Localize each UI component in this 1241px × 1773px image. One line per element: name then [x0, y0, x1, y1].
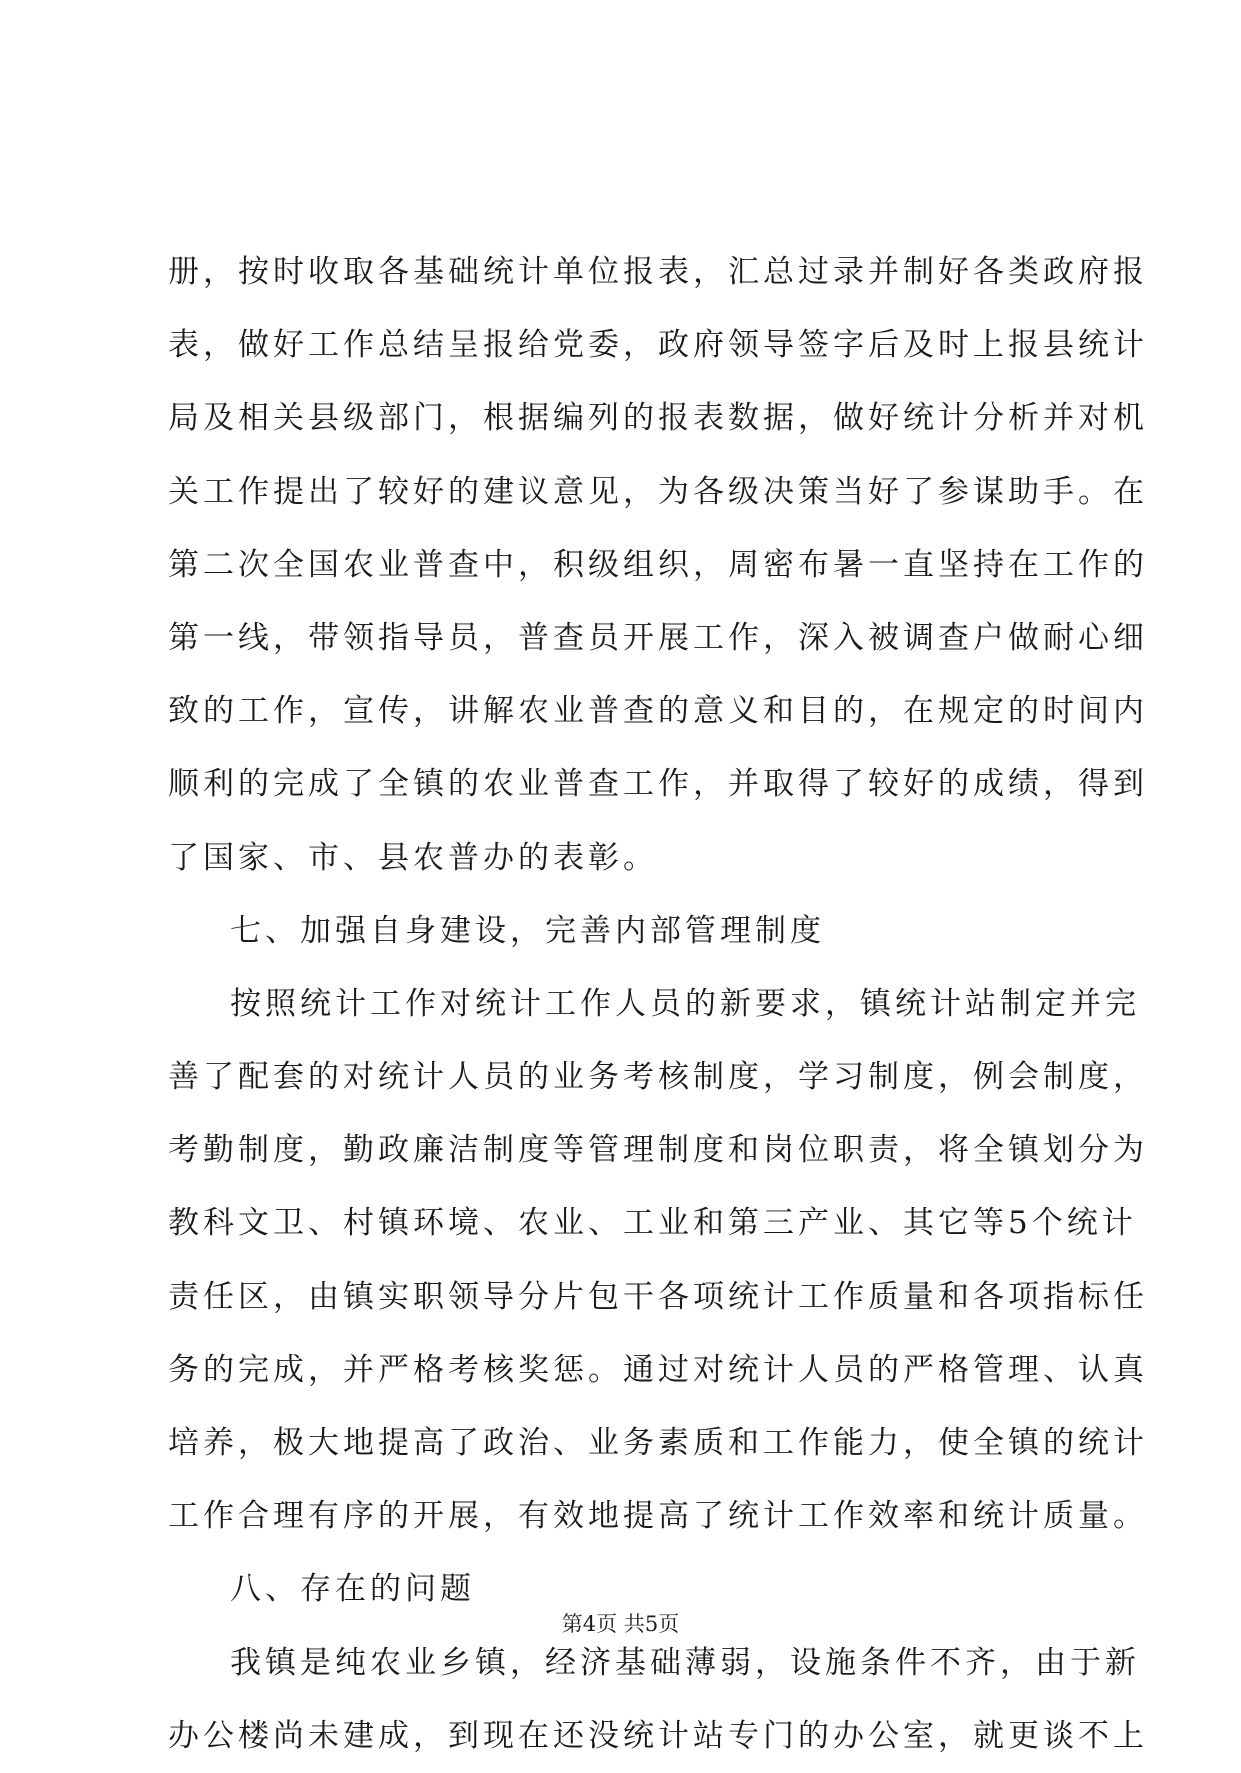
text-line: 了国家、市、县农普办的表彰。 — [168, 839, 658, 876]
text-line: 第一线，带领指导员，普查员开展工作，深入被调查户做耐心细 — [168, 619, 1148, 656]
text-line: 考勤制度，勤政廉洁制度等管理制度和岗位职责，将全镇划分为 — [168, 1132, 1148, 1169]
text-line: 第二次全国农业普查中，积级组织，周密布暑一直坚持在工作的 — [168, 546, 1148, 583]
page-footer: 第4页 共5页 — [561, 1612, 680, 1636]
text-line: 我镇是纯农业乡镇，经济基础薄弱，设施条件不齐，由于新 — [230, 1644, 1140, 1681]
text-line: 表，做好工作总结呈报给党委，政府领导签字后及时上报县统计 — [168, 327, 1148, 364]
text-line: 务的完成，并严格考核奖惩。通过对统计人员的严格管理、认真 — [168, 1351, 1148, 1388]
text-line: 按照统计工作对统计工作人员的新要求，镇统计站制定并完 — [230, 985, 1140, 1022]
text-line: 责任区，由镇实职领导分片包干各项统计工作质量和各项指标任 — [168, 1278, 1148, 1315]
text-line: 局及相关县级部门，根据编列的报表数据，做好统计分析并对机 — [168, 400, 1148, 437]
text-line: 册，按时收取各基础统计单位报表，汇总过录并制好各类政府报 — [168, 254, 1148, 290]
text-line: 八、存在的问题 — [230, 1571, 475, 1608]
text-line: 善了配套的对统计人员的业务考核制度，学习制度，例会制度， — [168, 1059, 1148, 1096]
text-line: 工作合理有序的开展，有效地提高了统计工作效率和统计质量。 — [168, 1498, 1148, 1535]
text-line: 七、加强自身建设，完善内部管理制度 — [230, 912, 825, 949]
text-line: 致的工作，宣传，讲解农业普查的意义和目的，在规定的时间内 — [168, 693, 1148, 730]
text-line: 关工作提出了较好的建议意见，为各级决策当好了参谋助手。在 — [168, 473, 1148, 510]
text-line: 顺利的完成了全镇的农业普查工作，并取得了较好的成绩，得到 — [168, 766, 1148, 803]
text-line: 教科文卫、村镇环境、农业、工业和第三产业、其它等5个统计 — [168, 1205, 1137, 1242]
text-line: 办公楼尚未建成，到现在还没统计站专门的办公室，就更谈不上 — [168, 1717, 1148, 1754]
document-body — [168, 236, 1148, 1773]
text-line: 培养，极大地提高了政治、业务素质和工作能力，使全镇的统计 — [168, 1425, 1148, 1461]
